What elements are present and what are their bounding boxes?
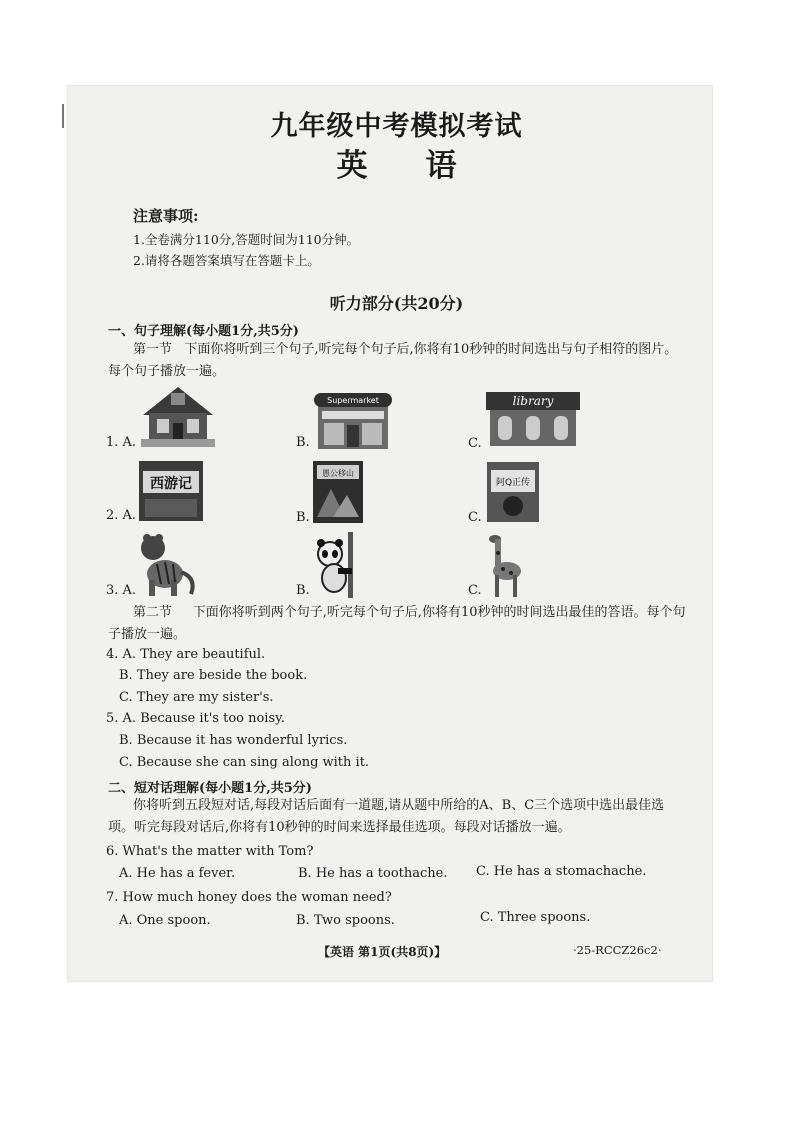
library-sign-text: library [512, 394, 554, 408]
section2-text: 下面你将听到两个句子,听完每个句子后,你将有10秒钟的时间选出最佳的答语。每个句子播放一遍。 [108, 605, 686, 642]
q2-b-book-image [311, 459, 365, 525]
exam-title: 九年级中考模拟考试 [270, 111, 523, 142]
listening-heading: 听力部分(共20分) [329, 294, 464, 313]
q7-option-a: A. One spoon. [119, 913, 211, 928]
q2-b-label: B. [296, 510, 310, 525]
part2-title: 二、短对话理解(每小题1分,共5分) [108, 781, 312, 796]
q7-option-b: B. Two spoons. [296, 913, 395, 928]
q1-label: 1. A. [106, 435, 137, 450]
q3-c-label: C. [468, 583, 482, 598]
notice-item-1: 1.全卷满分110分,答题时间为110分钟。 [133, 232, 360, 247]
q6-option-c: C. He has a stomachache. [476, 864, 647, 879]
q4-stem: 4. A. They are beautiful. [106, 647, 266, 662]
q5-stem: 5. A. Because it's too noisy. [106, 711, 285, 726]
section2-label: 第二节 [133, 605, 173, 620]
q2-label: 2. A. [106, 508, 137, 523]
q3-c-giraffe-image [485, 533, 527, 599]
q3-b-panda-image [310, 532, 366, 598]
q1-b-supermarket-image [312, 391, 394, 451]
q1-a-house-image [137, 385, 219, 449]
part1-section1-instructions [108, 339, 688, 383]
part2-text: 你将听到五段短对话,每段对话后面有一道题,请从题中所给的A、B、C三个选项中选出最佳选项。听完每段对话后,你将有10秒钟的时间来选择最佳选项。每段对话播放一遍。 [108, 798, 665, 835]
q6-option-b: B. He has a toothache. [298, 866, 448, 881]
page-footer: 【英语 第1页(共8页)】 [318, 945, 447, 959]
footer-code: ·25-RCCZ26c2· [573, 943, 662, 957]
q3-b-label: B. [296, 583, 310, 598]
book-b-title-text: 愚公移山 [322, 469, 354, 478]
q5-option-c: C. Because she can sing along with it. [119, 755, 370, 770]
supermarket-sign-text: Supermarket [327, 396, 379, 405]
q1-b-label: B. [296, 435, 310, 450]
q3-label: 3. A. [106, 583, 137, 598]
q5-option-b: B. Because it has wonderful lyrics. [119, 733, 348, 748]
q3-a-tiger-image [135, 532, 199, 598]
q6-question: 6. What's the matter with Tom? [106, 844, 314, 859]
exam-subject: 英语 [336, 148, 515, 184]
q7-option-c: C. Three spoons. [480, 910, 591, 925]
notice-heading: 注意事项: [133, 207, 199, 225]
q7-question: 7. How much honey does the woman need? [106, 890, 392, 905]
q1-c-label: C. [468, 436, 482, 451]
notice-item-2: 2.请将各题答案填写在答题卡上。 [133, 253, 320, 268]
book-c-title-text: 阿Q正传 [495, 478, 531, 488]
q6-option-a: A. He has a fever. [119, 866, 236, 881]
q4-option-b: B. They are beside the book. [119, 668, 308, 683]
part1-section2-instructions [108, 602, 688, 646]
book-a-title-text: 西游记 [150, 476, 192, 492]
q1-c-library-image [484, 390, 582, 448]
section1-label: 第一节 [133, 342, 173, 357]
q4-option-c: C. They are my sister's. [119, 690, 274, 705]
q2-a-book-image [137, 459, 205, 523]
q2-c-label: C. [468, 510, 482, 525]
section1-text: 下面你将听到三个句子,听完每个句子后,你将有10秒钟的时间选出与句子相符的图片。每个句子播放一遍。 [108, 342, 678, 379]
q2-c-book-image [485, 460, 541, 524]
part1-title: 一、句子理解(每小题1分,共5分) [108, 324, 299, 339]
part2-instructions [108, 795, 688, 839]
